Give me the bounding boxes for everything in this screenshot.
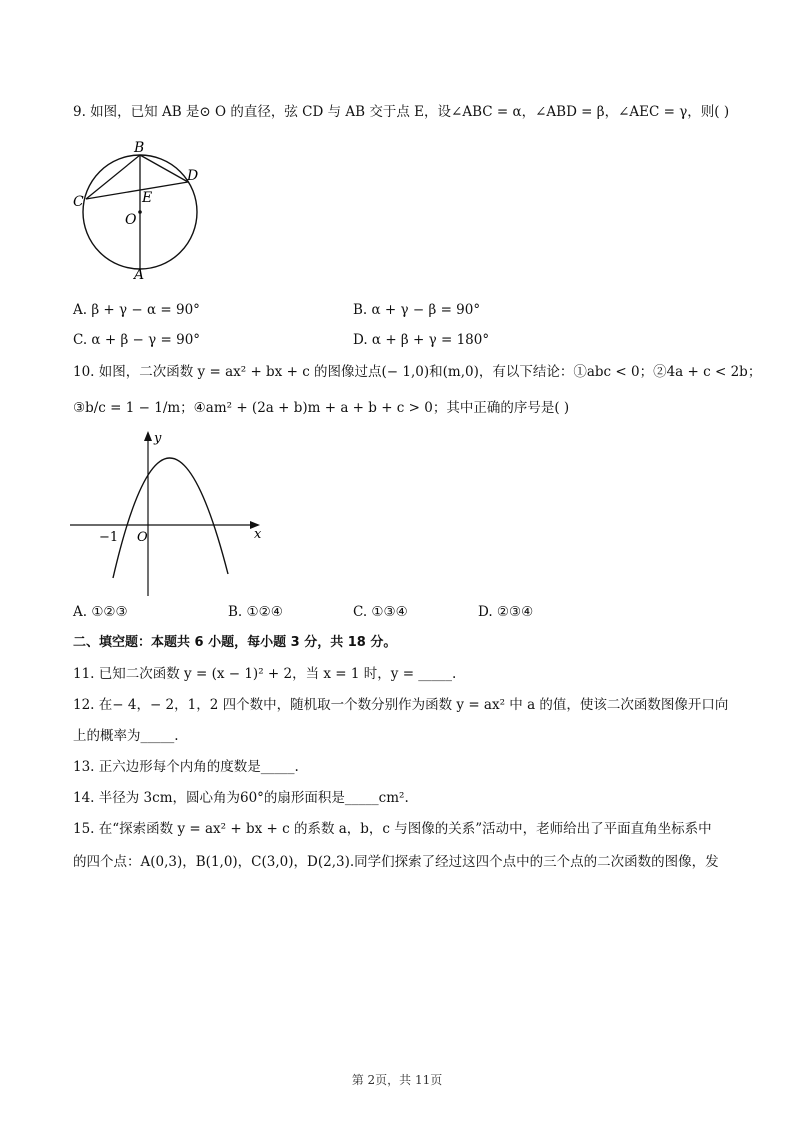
label-origin: O: [137, 530, 148, 545]
q10-stem-line2: ③b/c = 1 − 1/m；④am² + (2a + b)m + a + b + c > 0；其中正确的序号是( ): [73, 400, 570, 416]
section2-heading: 二、填空题：本题共 6 小题，每小题 3 分，共 18 分。: [73, 635, 397, 650]
q12-text-line1: 12. 在− 4，− 2，1，2 四个数中，随机取一个数分别作为函数 y = ax² 中 a 的值，使该二次函数图像开口向: [73, 697, 729, 713]
label-x: x: [254, 527, 262, 542]
q15-text-line2: 的四个点：A(0,3)，B(1,0)，C(3,0)，D(2,3).同学们探索了经过这四个点中的三个点的二次函数的图像，发: [73, 854, 719, 870]
label-a: A: [134, 267, 145, 283]
q10-stem-line1: 10. 如图，二次函数 y = ax² + bx + c 的图像过点(− 1,0)和(m,0)，有以下结论：①abc < 0；②4a + c < 2b；: [73, 364, 762, 380]
label-b: B: [134, 140, 145, 156]
q9-option-c: C. α + β − γ = 90°: [73, 332, 201, 348]
segment-bd: [140, 155, 188, 182]
q9-option-b: B. α + γ − β = 90°: [353, 302, 481, 318]
q10-option-d: D. ②③④: [478, 604, 534, 620]
y-axis-arrow: [144, 431, 152, 441]
q9-circle-figure: [70, 138, 210, 284]
q15-text-line1: 15. 在“探索函数 y = ax² + bx + c 的系数 a，b，c 与图像的关系”活动中，老师给出了平面直角坐标系中: [73, 821, 712, 837]
q9-stem: 9. 如图，已知 AB 是⊙ O 的直径，弦 CD 与 AB 交于点 E，设∠ABC = α，∠ABD = β，∠AEC = γ，则( ): [73, 104, 730, 120]
page-footer: 第 2页，共 11页: [351, 1073, 443, 1087]
center-dot: [138, 210, 142, 214]
q12-text-line2: 上的概率为_____.: [73, 728, 179, 744]
chord-cd: [86, 182, 188, 199]
q9-option-d: D. α + β + γ = 180°: [353, 332, 490, 348]
label-neg1: −1: [99, 530, 119, 545]
q10-option-c: C. ①③④: [353, 604, 408, 620]
parabola-curve: [113, 458, 228, 578]
label-e: E: [142, 190, 153, 206]
q10-option-b: B. ①②④: [228, 604, 283, 620]
q11-text: 11. 已知二次函数 y = (x − 1)² + 2，当 x = 1 时，y = _____.: [73, 666, 457, 682]
q10-option-a: A. ①②③: [73, 604, 128, 620]
label-o: O: [125, 212, 137, 228]
q9-option-a: A. β + γ − α = 90°: [73, 302, 200, 318]
q14-text: 14. 半径为 3cm，圆心角为60°的扇形面积是_____cm².: [73, 790, 409, 806]
label-y: y: [154, 431, 162, 446]
label-c: C: [73, 194, 84, 210]
q10-parabola-figure: [68, 428, 268, 600]
label-d: D: [187, 168, 199, 184]
q13-text: 13. 正六边形每个内角的度数是_____.: [73, 759, 299, 775]
